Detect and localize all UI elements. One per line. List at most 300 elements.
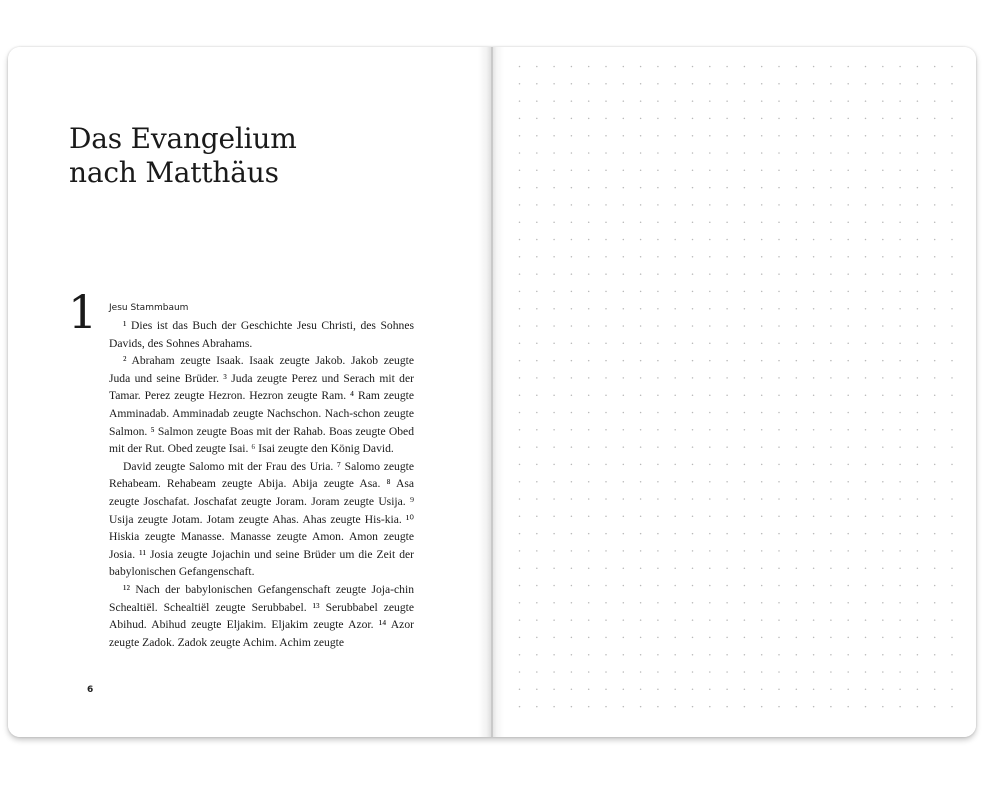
- grid-dot: [830, 464, 832, 466]
- grid-dot: [692, 325, 694, 327]
- grid-dot: [934, 429, 936, 431]
- grid-dot: [674, 637, 676, 639]
- grid-dot: [640, 360, 642, 362]
- grid-dot: [692, 516, 694, 518]
- grid-dot: [726, 706, 728, 708]
- grid-dot: [623, 66, 625, 68]
- grid-dot: [709, 204, 711, 206]
- grid-dot: [951, 429, 953, 431]
- grid-dot: [830, 325, 832, 327]
- grid-dot: [796, 706, 798, 708]
- grid-dot: [917, 533, 919, 535]
- grid-dot: [709, 100, 711, 102]
- grid-dot: [778, 602, 780, 604]
- grid-dot: [571, 481, 573, 483]
- grid-dot: [934, 135, 936, 137]
- grid-dot: [813, 66, 815, 68]
- grid-dot: [571, 654, 573, 656]
- grid-dot: [813, 516, 815, 518]
- grid-dot: [865, 550, 867, 552]
- grid-dot: [640, 152, 642, 154]
- grid-dot: [623, 204, 625, 206]
- grid-dot: [536, 135, 538, 137]
- grid-dot: [519, 516, 521, 518]
- grid-dot: [692, 118, 694, 120]
- grid-dot: [623, 100, 625, 102]
- grid-dot: [674, 654, 676, 656]
- grid-dot: [778, 152, 780, 154]
- grid-dot: [709, 377, 711, 379]
- grid-dot: [899, 377, 901, 379]
- grid-dot: [726, 567, 728, 569]
- grid-dot: [917, 83, 919, 85]
- grid-dot: [726, 66, 728, 68]
- grid-dot: [917, 204, 919, 206]
- grid-dot: [847, 239, 849, 241]
- grid-dot: [951, 550, 953, 552]
- grid-dot: [588, 550, 590, 552]
- grid-dot: [778, 585, 780, 587]
- grid-dot: [917, 498, 919, 500]
- grid-dot: [778, 377, 780, 379]
- grid-dot: [692, 706, 694, 708]
- grid-dot: [830, 394, 832, 396]
- grid-dot: [934, 394, 936, 396]
- grid-dot: [865, 706, 867, 708]
- grid-dot: [744, 654, 746, 656]
- grid-dot: [605, 671, 607, 673]
- grid-dot: [830, 273, 832, 275]
- grid-dot: [588, 377, 590, 379]
- grid-dot: [830, 377, 832, 379]
- grid-dot: [934, 412, 936, 414]
- grid-dot: [605, 66, 607, 68]
- grid-dot: [709, 689, 711, 691]
- grid-dot: [605, 187, 607, 189]
- grid-dot: [588, 602, 590, 604]
- grid-dot: [813, 619, 815, 621]
- grid-dot: [709, 308, 711, 310]
- grid-dot: [847, 187, 849, 189]
- grid-dot: [917, 516, 919, 518]
- grid-dot: [761, 66, 763, 68]
- grid-dot: [623, 619, 625, 621]
- grid-dot: [951, 256, 953, 258]
- grid-dot: [588, 464, 590, 466]
- grid-dot: [553, 135, 555, 137]
- grid-dot: [917, 377, 919, 379]
- grid-dot: [553, 83, 555, 85]
- grid-dot: [865, 567, 867, 569]
- grid-dot: [571, 100, 573, 102]
- grid-dot: [951, 325, 953, 327]
- grid-dot: [726, 394, 728, 396]
- grid-dot: [951, 118, 953, 120]
- paragraph: ¹² Nach der babylonischen Gefangenschaft zeugte Joja-chin Schealtiël. Schealtiël zeugte Serubbabel. ¹³ Serubbabel zeugte Abihud. Abihud zeugte Eljakim. Eljakim zeugte Azor. ¹⁴ Azor zeugte Zadok. Zadok zeugte Achim. Achim zeugte: [109, 582, 414, 649]
- grid-dot: [882, 429, 884, 431]
- grid-dot: [553, 308, 555, 310]
- grid-dot: [744, 325, 746, 327]
- grid-dot: [536, 221, 538, 223]
- grid-dot: [882, 118, 884, 120]
- grid-dot: [830, 533, 832, 535]
- grid-dot: [657, 689, 659, 691]
- grid-dot: [951, 239, 953, 241]
- right-page: [492, 47, 976, 737]
- grid-dot: [692, 308, 694, 310]
- grid-dot: [899, 446, 901, 448]
- grid-dot: [847, 602, 849, 604]
- grid-dot: [640, 671, 642, 673]
- grid-dot: [865, 585, 867, 587]
- grid-dot: [536, 187, 538, 189]
- grid-dot: [847, 256, 849, 258]
- grid-dot: [674, 291, 676, 293]
- grid-dot: [847, 152, 849, 154]
- grid-dot: [519, 481, 521, 483]
- grid-dot: [899, 360, 901, 362]
- grid-dot: [553, 654, 555, 656]
- grid-dot: [778, 343, 780, 345]
- grid-dot: [536, 516, 538, 518]
- grid-dot: [744, 567, 746, 569]
- grid-dot: [692, 291, 694, 293]
- grid-dot: [640, 481, 642, 483]
- grid-dot: [917, 654, 919, 656]
- grid-dot: [588, 654, 590, 656]
- grid-dot: [553, 637, 555, 639]
- grid-dot: [899, 308, 901, 310]
- grid-dot: [640, 637, 642, 639]
- grid-dot: [657, 256, 659, 258]
- grid-dot: [709, 273, 711, 275]
- grid-dot: [623, 360, 625, 362]
- grid-dot: [847, 273, 849, 275]
- grid-dot: [692, 567, 694, 569]
- grid-dot: [778, 619, 780, 621]
- page-title: [69, 122, 297, 190]
- grid-dot: [640, 602, 642, 604]
- grid-dot: [744, 360, 746, 362]
- grid-dot: [605, 567, 607, 569]
- grid-dot: [519, 498, 521, 500]
- grid-dot: [726, 377, 728, 379]
- grid-dot: [796, 100, 798, 102]
- grid-dot: [761, 567, 763, 569]
- grid-dot: [744, 464, 746, 466]
- grid-dot: [674, 118, 676, 120]
- grid-dot: [536, 446, 538, 448]
- grid-dot: [640, 273, 642, 275]
- grid-dot: [605, 429, 607, 431]
- grid-dot: [847, 464, 849, 466]
- grid-dot: [588, 533, 590, 535]
- grid-dot: [605, 100, 607, 102]
- grid-dot: [692, 637, 694, 639]
- grid-dot: [657, 187, 659, 189]
- grid-dot: [761, 602, 763, 604]
- grid-dot: [761, 671, 763, 673]
- grid-dot: [865, 325, 867, 327]
- grid-dot: [744, 498, 746, 500]
- grid-dot: [640, 325, 642, 327]
- grid-dot: [899, 170, 901, 172]
- grid-dot: [692, 602, 694, 604]
- grid-dot: [847, 308, 849, 310]
- grid-dot: [951, 343, 953, 345]
- grid-dot: [709, 221, 711, 223]
- grid-dot: [726, 481, 728, 483]
- grid-dot: [640, 464, 642, 466]
- grid-dot: [640, 689, 642, 691]
- grid-dot: [761, 273, 763, 275]
- grid-dot: [744, 446, 746, 448]
- grid-dot: [605, 446, 607, 448]
- grid-dot: [623, 308, 625, 310]
- grid-dot: [934, 118, 936, 120]
- grid-dot: [813, 671, 815, 673]
- grid-dot: [882, 239, 884, 241]
- grid-dot: [605, 221, 607, 223]
- grid-dot: [623, 221, 625, 223]
- grid-dot: [761, 377, 763, 379]
- grid-dot: [899, 567, 901, 569]
- grid-dot: [519, 308, 521, 310]
- grid-dot: [623, 170, 625, 172]
- grid-dot: [640, 100, 642, 102]
- grid-dot: [917, 637, 919, 639]
- grid-dot: [813, 239, 815, 241]
- grid-dot: [847, 671, 849, 673]
- grid-dot: [847, 481, 849, 483]
- grid-dot: [640, 343, 642, 345]
- grid-dot: [726, 291, 728, 293]
- grid-dot: [865, 412, 867, 414]
- grid-dot: [536, 325, 538, 327]
- grid-dot: [796, 550, 798, 552]
- grid-dot: [830, 135, 832, 137]
- grid-dot: [951, 671, 953, 673]
- grid-dot: [571, 706, 573, 708]
- grid-dot: [882, 221, 884, 223]
- grid-dot: [726, 308, 728, 310]
- grid-dot: [640, 533, 642, 535]
- grid-dot: [726, 412, 728, 414]
- grid-dot: [623, 429, 625, 431]
- grid-dot: [709, 654, 711, 656]
- grid-dot: [796, 325, 798, 327]
- grid-dot: [588, 273, 590, 275]
- title-line-1: Das Evangelium: [69, 122, 297, 155]
- grid-dot: [657, 204, 659, 206]
- grid-dot: [899, 654, 901, 656]
- grid-dot: [847, 567, 849, 569]
- grid-dot: [778, 187, 780, 189]
- grid-dot: [709, 498, 711, 500]
- grid-dot: [796, 394, 798, 396]
- grid-dot: [830, 689, 832, 691]
- grid-dot: [726, 429, 728, 431]
- grid-dot: [813, 273, 815, 275]
- grid-dot: [830, 619, 832, 621]
- grid-dot: [709, 481, 711, 483]
- grid-dot: [640, 498, 642, 500]
- grid-dot: [813, 654, 815, 656]
- grid-dot: [674, 325, 676, 327]
- grid-dot: [553, 706, 555, 708]
- grid-dot: [899, 533, 901, 535]
- grid-dot: [899, 204, 901, 206]
- grid-dot: [709, 533, 711, 535]
- grid-dot: [778, 273, 780, 275]
- grid-dot: [899, 671, 901, 673]
- grid-dot: [709, 619, 711, 621]
- grid-dot: [830, 66, 832, 68]
- grid-dot: [882, 412, 884, 414]
- grid-dot: [657, 239, 659, 241]
- grid-dot: [571, 118, 573, 120]
- grid-dot: [865, 187, 867, 189]
- grid-dot: [951, 446, 953, 448]
- grid-dot: [865, 516, 867, 518]
- grid-dot: [553, 325, 555, 327]
- grid-dot: [761, 394, 763, 396]
- grid-dot: [917, 689, 919, 691]
- grid-dot: [588, 671, 590, 673]
- grid-dot: [813, 602, 815, 604]
- grid-dot: [744, 135, 746, 137]
- grid-dot: [709, 394, 711, 396]
- grid-dot: [813, 256, 815, 258]
- grid-dot: [917, 239, 919, 241]
- grid-dot: [796, 343, 798, 345]
- grid-dot: [778, 533, 780, 535]
- grid-dot: [623, 412, 625, 414]
- grid-dot: [519, 619, 521, 621]
- grid-dot: [553, 291, 555, 293]
- grid-dot: [882, 83, 884, 85]
- grid-dot: [934, 308, 936, 310]
- grid-dot: [917, 481, 919, 483]
- grid-dot: [951, 187, 953, 189]
- grid-dot: [674, 446, 676, 448]
- grid-dot: [623, 135, 625, 137]
- grid-dot: [519, 412, 521, 414]
- grid-dot: [692, 135, 694, 137]
- grid-dot: [726, 654, 728, 656]
- grid-dot: [847, 394, 849, 396]
- grid-dot: [865, 654, 867, 656]
- grid-dot: [588, 481, 590, 483]
- grid-dot: [623, 533, 625, 535]
- grid-dot: [934, 204, 936, 206]
- section-heading: Jesu Stammbaum: [109, 303, 189, 313]
- grid-dot: [536, 291, 538, 293]
- grid-dot: [951, 135, 953, 137]
- grid-dot: [553, 152, 555, 154]
- grid-dot: [709, 446, 711, 448]
- grid-dot: [553, 602, 555, 604]
- grid-dot: [778, 671, 780, 673]
- grid-dot: [571, 66, 573, 68]
- grid-dot: [796, 170, 798, 172]
- grid-dot: [536, 273, 538, 275]
- grid-dot: [778, 239, 780, 241]
- grid-dot: [640, 204, 642, 206]
- grid-dot: [553, 429, 555, 431]
- grid-dot: [899, 516, 901, 518]
- grid-dot: [899, 343, 901, 345]
- grid-dot: [605, 689, 607, 691]
- grid-dot: [813, 325, 815, 327]
- grid-dot: [761, 83, 763, 85]
- grid-dot: [588, 412, 590, 414]
- grid-dot: [519, 221, 521, 223]
- grid-dot: [796, 481, 798, 483]
- grid-dot: [865, 135, 867, 137]
- grid-dot: [830, 429, 832, 431]
- grid-dot: [571, 377, 573, 379]
- grid-dot: [796, 83, 798, 85]
- grid-dot: [882, 100, 884, 102]
- grid-dot: [588, 516, 590, 518]
- grid-dot: [830, 83, 832, 85]
- grid-dot: [865, 464, 867, 466]
- grid-dot: [623, 689, 625, 691]
- grid-dot: [882, 689, 884, 691]
- grid-dot: [899, 239, 901, 241]
- grid-dot: [536, 66, 538, 68]
- grid-dot: [657, 325, 659, 327]
- grid-dot: [951, 360, 953, 362]
- grid-dot: [865, 83, 867, 85]
- grid-dot: [519, 637, 521, 639]
- grid-dot: [796, 66, 798, 68]
- grid-dot: [588, 83, 590, 85]
- grid-dot: [813, 291, 815, 293]
- grid-dot: [588, 291, 590, 293]
- grid-dot: [692, 498, 694, 500]
- grid-dot: [588, 689, 590, 691]
- grid-dot: [553, 464, 555, 466]
- grid-dot: [571, 619, 573, 621]
- grid-dot: [571, 256, 573, 258]
- grid-dot: [571, 637, 573, 639]
- grid-dot: [726, 325, 728, 327]
- grid-dot: [882, 671, 884, 673]
- grid-dot: [830, 706, 832, 708]
- grid-dot: [778, 706, 780, 708]
- grid-dot: [744, 689, 746, 691]
- grid-dot: [692, 360, 694, 362]
- grid-dot: [899, 187, 901, 189]
- grid-dot: [588, 394, 590, 396]
- grid-dot: [917, 360, 919, 362]
- grid-dot: [623, 550, 625, 552]
- paragraph: ¹ Dies ist das Buch der Geschichte Jesu Christi, des Sohnes Davids, des Sohnes Abrahams.: [109, 319, 414, 350]
- grid-dot: [709, 291, 711, 293]
- grid-dot: [536, 308, 538, 310]
- grid-dot: [657, 637, 659, 639]
- grid-dot: [519, 654, 521, 656]
- grid-dot: [553, 567, 555, 569]
- grid-dot: [744, 170, 746, 172]
- grid-dot: [830, 516, 832, 518]
- grid-dot: [951, 377, 953, 379]
- grid-dot: [674, 429, 676, 431]
- grid-dot: [519, 204, 521, 206]
- grid-dot: [571, 308, 573, 310]
